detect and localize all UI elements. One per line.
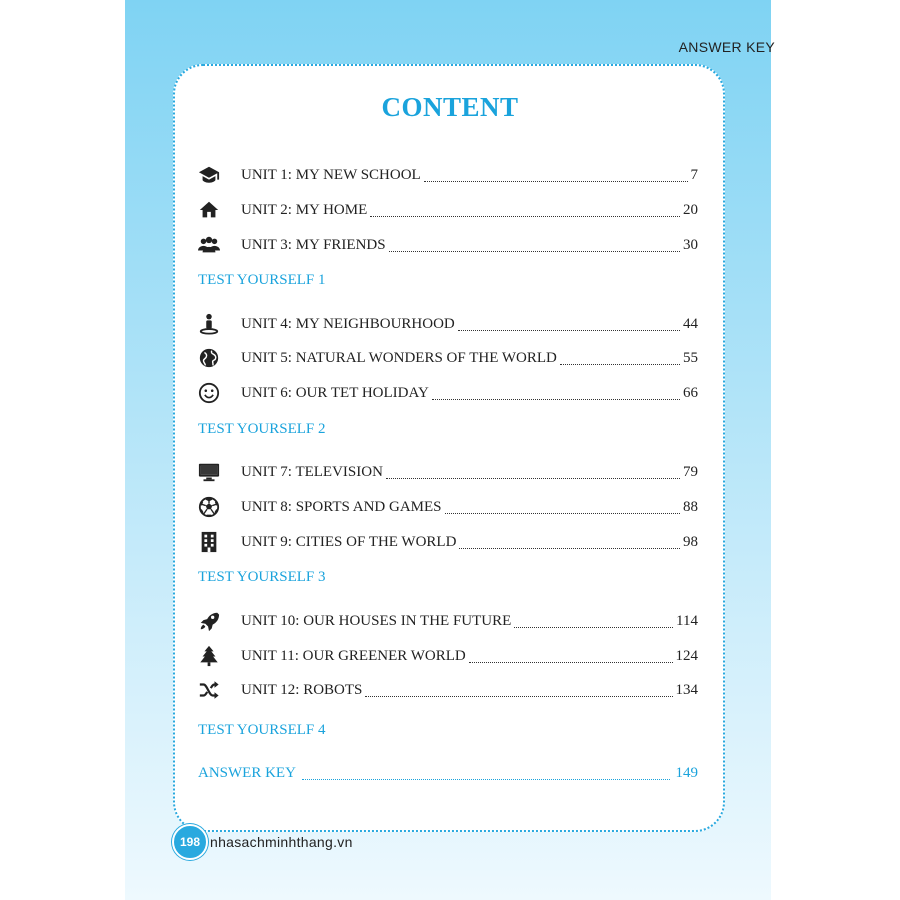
header-label: ANSWER KEY [678, 39, 775, 55]
person-location-icon [198, 313, 220, 335]
toc-entry-label: UNIT 7: TELEVISION [241, 463, 383, 480]
footer-website: nhasachminhthang.vn [210, 834, 353, 850]
answer-key-page: 149 [675, 764, 698, 781]
page-number-badge: 198 [172, 824, 208, 860]
shuffle-icon [198, 679, 220, 701]
toc-entry-page: 79 [683, 463, 698, 480]
toc-entry[interactable] [198, 198, 698, 222]
leader-dots [389, 239, 680, 252]
toc-entry-label: UNIT 12: ROBOTS [241, 681, 363, 698]
toc-entry-page: 98 [683, 533, 698, 550]
toc-entry[interactable] [198, 530, 698, 554]
toc-entry-page: 88 [683, 498, 698, 515]
toc-entry-label: UNIT 1: MY NEW SCHOOL [241, 166, 421, 183]
leader-dots [459, 536, 680, 549]
tree-icon [198, 645, 220, 667]
toc-entry[interactable] [198, 163, 698, 187]
toc-entry-label: UNIT 3: MY FRIENDS [241, 236, 386, 253]
graduation-cap-icon [198, 164, 220, 186]
leader-dots [458, 318, 680, 331]
test-yourself-heading[interactable]: TEST YOURSELF 4 [198, 722, 326, 738]
globe-icon [198, 347, 220, 369]
toc-entry-label: UNIT 6: OUR TET HOLIDAY [241, 384, 429, 401]
toc-entry-label: UNIT 11: OUR GREENER WORLD [241, 647, 466, 664]
toc-entry-page: 44 [683, 315, 698, 332]
leader-dots [386, 466, 680, 479]
soccer-ball-icon [198, 496, 220, 518]
toc-entry-page: 20 [683, 201, 698, 218]
toc-entry-page: 7 [690, 166, 698, 183]
answer-key-label: ANSWER KEY [198, 764, 296, 781]
toc-entry-label: UNIT 4: MY NEIGHBOURHOOD [241, 315, 455, 332]
toc-entry[interactable] [198, 346, 698, 370]
toc-entry-page: 30 [683, 236, 698, 253]
toc-entry[interactable] [198, 460, 698, 484]
leader-dots [365, 684, 672, 697]
toc-entry-label: UNIT 9: CITIES OF THE WORLD [241, 533, 457, 550]
home-icon [198, 199, 220, 221]
toc-entry-label: UNIT 10: OUR HOUSES IN THE FUTURE [241, 612, 512, 629]
monitor-icon [198, 461, 220, 483]
toc-entry-label: UNIT 2: MY HOME [241, 201, 368, 218]
leader-dots [445, 501, 680, 514]
building-icon [198, 531, 220, 553]
test-yourself-heading[interactable]: TEST YOURSELF 3 [198, 569, 326, 585]
toc-entry-label: UNIT 8: SPORTS AND GAMES [241, 498, 442, 515]
leader-dots [424, 169, 688, 182]
leader-dots [302, 767, 670, 780]
leader-dots [560, 352, 680, 365]
rocket-icon [198, 610, 220, 632]
toc-entry-page: 114 [676, 612, 698, 629]
toc-entry-page: 124 [675, 647, 698, 664]
answer-key-entry[interactable] [198, 762, 698, 784]
toc-entry[interactable] [198, 609, 698, 633]
toc-entry[interactable] [198, 678, 698, 702]
test-yourself-heading[interactable]: TEST YOURSELF 2 [198, 421, 326, 437]
smiley-icon [198, 382, 220, 404]
leader-dots [469, 650, 673, 663]
page-title: CONTENT [381, 92, 519, 122]
people-icon [198, 234, 220, 256]
toc-entry[interactable] [198, 495, 698, 519]
toc-entry-page: 134 [675, 681, 698, 698]
toc-entry[interactable] [198, 312, 698, 336]
leader-dots [514, 615, 673, 628]
toc-entry-page: 55 [683, 349, 698, 366]
toc-entry[interactable] [198, 233, 698, 257]
toc-entry[interactable] [198, 381, 698, 405]
leader-dots [432, 387, 680, 400]
toc-entry-page: 66 [683, 384, 698, 401]
toc-entry-label: UNIT 5: NATURAL WONDERS OF THE WORLD [241, 349, 557, 366]
test-yourself-heading[interactable]: TEST YOURSELF 1 [198, 272, 326, 288]
toc-entry[interactable] [198, 644, 698, 668]
leader-dots [370, 204, 680, 217]
